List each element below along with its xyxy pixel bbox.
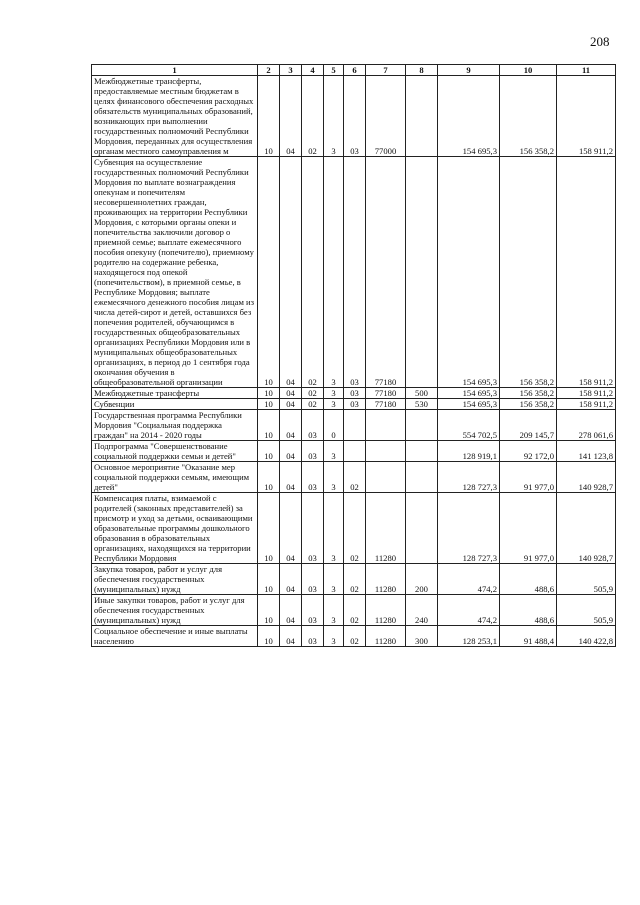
row-description: Межбюджетные трансферты [92, 388, 258, 399]
code-subsection: 04 [280, 399, 302, 410]
code-expense-type [406, 441, 438, 462]
table-row [92, 626, 616, 647]
amount-col-11: 158 911,2 [557, 76, 616, 157]
code-section: 10 [258, 76, 280, 157]
code-section: 10 [258, 493, 280, 564]
amount-col-11: 141 123,8 [557, 441, 616, 462]
amount-col-10: 156 358,2 [500, 388, 557, 399]
code-event: 03 [344, 76, 366, 157]
code-event: 02 [344, 493, 366, 564]
amount-col-10: 91 977,0 [500, 462, 557, 493]
code-direction: 77000 [366, 76, 406, 157]
code-direction: 11280 [366, 626, 406, 647]
amount-col-11: 158 911,2 [557, 157, 616, 388]
code-subsection: 04 [280, 388, 302, 399]
column-header: 4 [302, 65, 324, 76]
amount-col-10: 91 977,0 [500, 493, 557, 564]
row-description: Межбюджетные трансферты, предоставляемые местным бюджетам в целях финансового обеспечения расходных обязательств муниципальных образований, возникающих при выполнении государственных полномочий Республики Мордовия, переданных для осуществления органам местного самоуправления м [92, 76, 258, 157]
column-header: 5 [324, 65, 344, 76]
amount-col-9: 554 702,5 [438, 410, 500, 441]
column-header: 3 [280, 65, 302, 76]
code-section: 10 [258, 388, 280, 399]
code-expense-type: 300 [406, 626, 438, 647]
column-header: 9 [438, 65, 500, 76]
amount-col-9: 154 695,3 [438, 399, 500, 410]
table-row [92, 462, 616, 493]
code-expense-type [406, 410, 438, 441]
amount-col-11: 158 911,2 [557, 388, 616, 399]
amount-col-9: 128 253,1 [438, 626, 500, 647]
code-direction: 11280 [366, 564, 406, 595]
code-direction [366, 441, 406, 462]
amount-col-9: 474,2 [438, 595, 500, 626]
code-section: 10 [258, 399, 280, 410]
code-subprogram: 3 [324, 399, 344, 410]
row-description: Подпрограмма "Совершенствование социальной поддержки семьи и детей" [92, 441, 258, 462]
amount-col-11: 505,9 [557, 595, 616, 626]
row-description: Компенсация платы, взимаемой с родителей (законных представителей) за присмотр и уход за детьми, осваивающими образовательные программы дошкольного образования в образовательных организациях, находящихся на территории Республики Мордовия [92, 493, 258, 564]
code-program: 02 [302, 399, 324, 410]
amount-col-11: 140 422,8 [557, 626, 616, 647]
code-section: 10 [258, 564, 280, 595]
table-row [92, 564, 616, 595]
table-row [92, 493, 616, 564]
table-header-row [92, 65, 616, 76]
row-description: Субвенция на осуществление государственных полномочий Республики Мордовия по выплате вознаграждения опекунам и попечителям несовершеннолетних граждан, проживающих на территории Республики Мордовия, с которыми органы опеки и попечительства заключили договор о приемной семье; выплате ежемесячного пособия опекуну (попечителю), приемному родителю на содержание ребенка, находящегося под опекой (попечительством), в приемной семье, в Республике Мордовия; выплате ежемесячного денежного пособия лицам из числа детей-сирот и детей, оставшихся без попечения родителей, обучающимся в государственных общеобразовательных организациях Республики Мордовия или в муниципальных общеобразовательных организациях, в период до 1 сентября года окончания обучения в общеобразовательной организации [92, 157, 258, 388]
row-description: Государственная программа Республики Мордовия "Социальная поддержка граждан" на 2014 - 2020 годы [92, 410, 258, 441]
amount-col-11: 140 928,7 [557, 462, 616, 493]
code-event: 02 [344, 462, 366, 493]
amount-col-10: 91 488,4 [500, 626, 557, 647]
column-header: 10 [500, 65, 557, 76]
row-description: Субвенции [92, 399, 258, 410]
code-subprogram: 3 [324, 157, 344, 388]
amount-col-10: 488,6 [500, 564, 557, 595]
amount-col-11: 505,9 [557, 564, 616, 595]
amount-col-9: 128 919,1 [438, 441, 500, 462]
code-subprogram: 0 [324, 410, 344, 441]
code-direction [366, 410, 406, 441]
column-header: 8 [406, 65, 438, 76]
code-direction: 77180 [366, 388, 406, 399]
table-row [92, 157, 616, 388]
budget-table [91, 64, 616, 647]
code-event: 03 [344, 399, 366, 410]
amount-col-10: 156 358,2 [500, 76, 557, 157]
table-row [92, 399, 616, 410]
code-section: 10 [258, 157, 280, 388]
code-program: 03 [302, 564, 324, 595]
amount-col-10: 156 358,2 [500, 157, 557, 388]
row-description: Иные закупки товаров, работ и услуг для обеспечения государственных (муниципальных) нужд [92, 595, 258, 626]
code-section: 10 [258, 595, 280, 626]
code-direction [366, 462, 406, 493]
column-header: 6 [344, 65, 366, 76]
code-direction: 11280 [366, 493, 406, 564]
code-expense-type: 530 [406, 399, 438, 410]
code-expense-type: 240 [406, 595, 438, 626]
code-expense-type [406, 462, 438, 493]
table-row [92, 388, 616, 399]
code-subsection: 04 [280, 410, 302, 441]
code-subsection: 04 [280, 76, 302, 157]
code-subsection: 04 [280, 564, 302, 595]
page-number: 208 [590, 34, 610, 49]
code-program: 03 [302, 462, 324, 493]
code-expense-type: 200 [406, 564, 438, 595]
code-expense-type [406, 76, 438, 157]
code-section: 10 [258, 441, 280, 462]
table-row [92, 410, 616, 441]
column-header: 1 [92, 65, 258, 76]
amount-col-9: 474,2 [438, 564, 500, 595]
table-row [92, 76, 616, 157]
amount-col-9: 154 695,3 [438, 388, 500, 399]
code-subprogram: 3 [324, 388, 344, 399]
amount-col-10: 92 172,0 [500, 441, 557, 462]
code-subsection: 04 [280, 157, 302, 388]
code-subprogram: 3 [324, 493, 344, 564]
column-header: 11 [557, 65, 616, 76]
code-event [344, 441, 366, 462]
code-subprogram: 3 [324, 441, 344, 462]
code-subsection: 04 [280, 626, 302, 647]
column-header: 7 [366, 65, 406, 76]
amount-col-9: 128 727,3 [438, 493, 500, 564]
code-subsection: 04 [280, 441, 302, 462]
code-direction: 77180 [366, 399, 406, 410]
code-program: 03 [302, 626, 324, 647]
code-subprogram: 3 [324, 626, 344, 647]
code-subprogram: 3 [324, 462, 344, 493]
row-description: Закупка товаров, работ и услуг для обеспечения государственных (муниципальных) нужд [92, 564, 258, 595]
code-subsection: 04 [280, 595, 302, 626]
code-event: 02 [344, 626, 366, 647]
code-direction: 77180 [366, 157, 406, 388]
code-section: 10 [258, 410, 280, 441]
code-program: 03 [302, 441, 324, 462]
amount-col-9: 154 695,3 [438, 76, 500, 157]
code-direction: 11280 [366, 595, 406, 626]
amount-col-9: 154 695,3 [438, 157, 500, 388]
amount-col-10: 209 145,7 [500, 410, 557, 441]
column-header: 2 [258, 65, 280, 76]
table-row [92, 441, 616, 462]
code-program: 02 [302, 388, 324, 399]
code-section: 10 [258, 462, 280, 493]
code-program: 03 [302, 493, 324, 564]
code-expense-type [406, 493, 438, 564]
amount-col-9: 128 727,3 [438, 462, 500, 493]
code-subprogram: 3 [324, 595, 344, 626]
code-expense-type [406, 157, 438, 388]
code-event [344, 410, 366, 441]
code-event: 02 [344, 564, 366, 595]
table-row [92, 595, 616, 626]
amount-col-11: 140 928,7 [557, 493, 616, 564]
code-event: 03 [344, 157, 366, 388]
code-program: 03 [302, 595, 324, 626]
row-description: Основное мероприятие "Оказание мер социальной поддержки семьям, имеющим детей" [92, 462, 258, 493]
amount-col-10: 488,6 [500, 595, 557, 626]
code-event: 03 [344, 388, 366, 399]
code-section: 10 [258, 626, 280, 647]
code-subprogram: 3 [324, 76, 344, 157]
amount-col-11: 158 911,2 [557, 399, 616, 410]
amount-col-10: 156 358,2 [500, 399, 557, 410]
code-program: 02 [302, 76, 324, 157]
code-expense-type: 500 [406, 388, 438, 399]
code-program: 03 [302, 410, 324, 441]
amount-col-11: 278 061,6 [557, 410, 616, 441]
code-subsection: 04 [280, 462, 302, 493]
code-subprogram: 3 [324, 564, 344, 595]
code-event: 02 [344, 595, 366, 626]
code-program: 02 [302, 157, 324, 388]
row-description: Социальное обеспечение и иные выплаты населению [92, 626, 258, 647]
code-subsection: 04 [280, 493, 302, 564]
